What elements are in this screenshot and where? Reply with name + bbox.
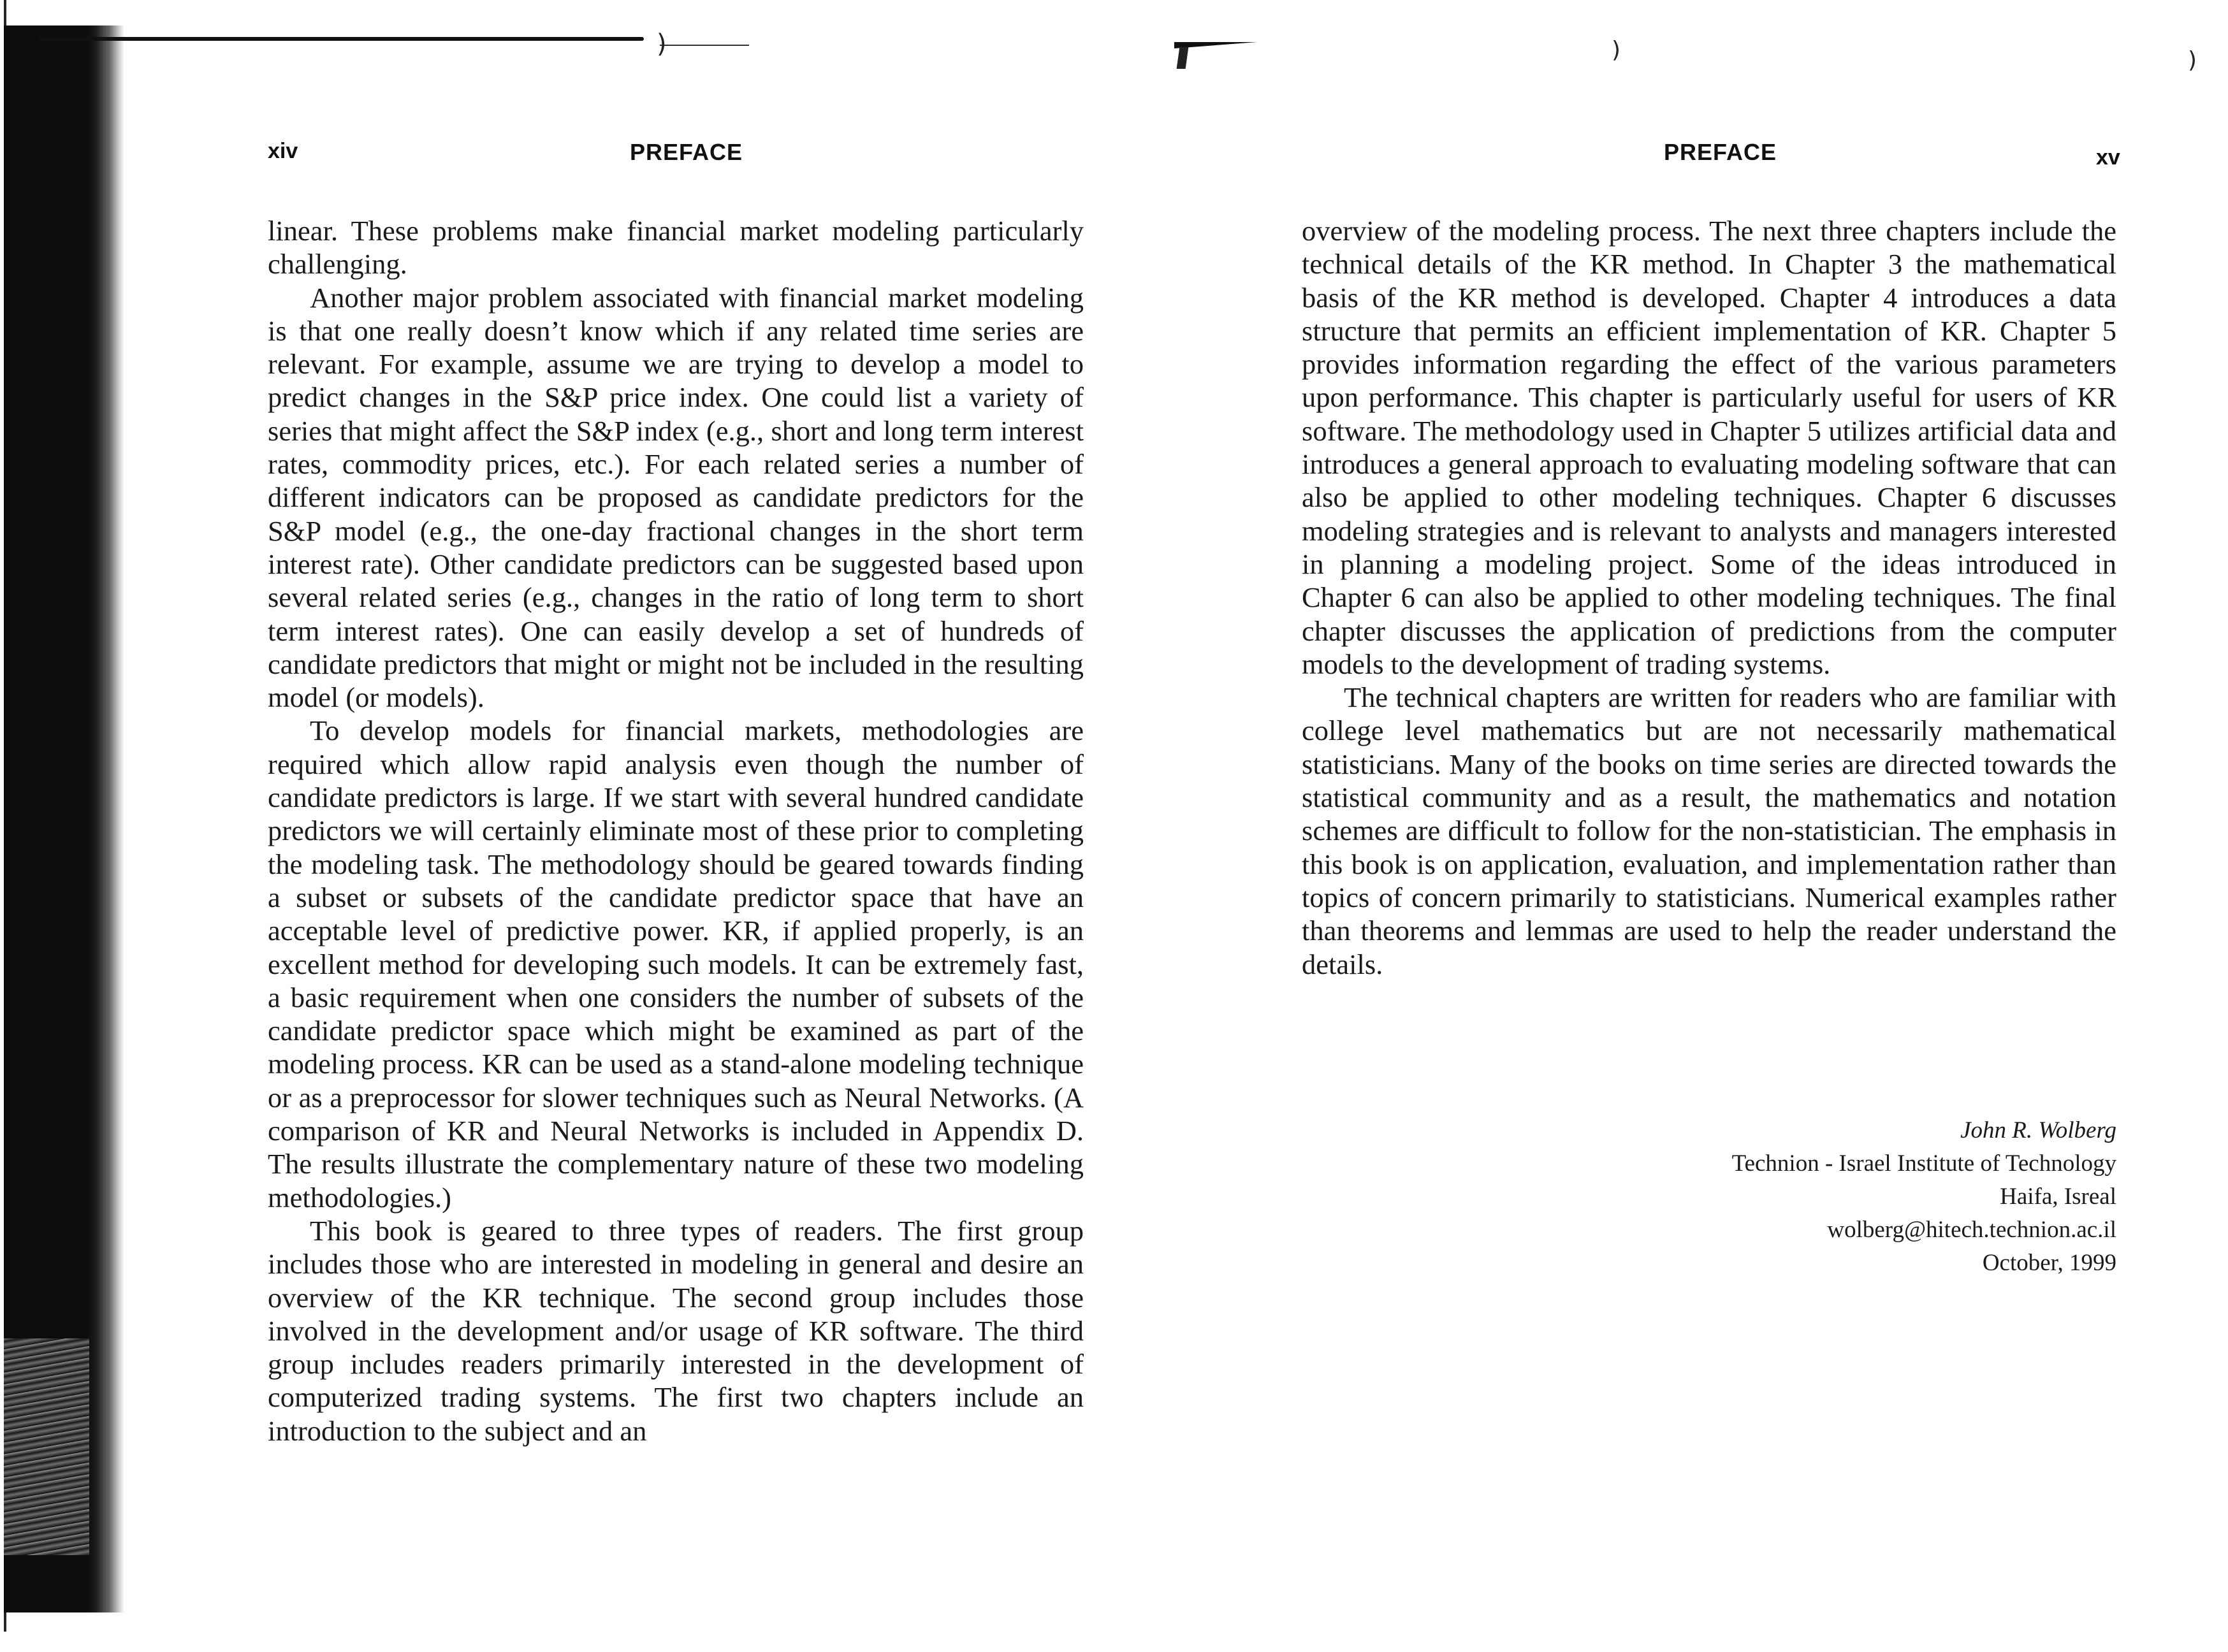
author-institution: Technion - Israel Institute of Technology [1731, 1150, 2116, 1177]
spine-texture [0, 1338, 89, 1555]
author-email: wolberg@hitech.technion.ac.il [1827, 1217, 2116, 1243]
scan-top-rule-tail [660, 45, 749, 46]
preface-date: October, 1999 [1982, 1250, 2116, 1276]
left-page-folio: xiv [268, 139, 298, 163]
scan-mark: ) [2188, 47, 2197, 73]
paragraph: The technical chapters are written for readers who are familiar with college level mathematics but are not necessarily mathematical statisticians. Many of the books on time series are directed towards the statistical community and as a result, the mathematics and notation schemes are difficult to follow for the non-statistician. The emphasis in this book is on application, evaluation, and implementation rather than topics of concern primarily to statisticians. Numerical examples rather than theorems and lemmas are used to help the reader understand the details. [1302, 681, 2116, 980]
paragraph: overview of the modeling process. The next three chapters include the technical details of the KR method. In Chapter 3 the mathematical basis of the KR method is developed. Chapter 4 introduces a data structure that permits an efficient implementation of KR. Chapter 5 provides information regarding the effect of the various parameters upon performance. This chapter is particularly useful for users of KR software. The methodology used in Chapter 5 utilizes artificial data and introduces a general approach to evaluating modeling software that can also be applied to other modeling techniques. Chapter 6 discusses modeling strategies and is relevant to analysts and managers interested in planning a modeling project. Some of the ideas introduced in Chapter 6 can also be applied to other modeling techniques. The final chapter discusses the application of predictions from the computer models to the development of trading systems. [1302, 215, 2116, 680]
scan-top-rule [38, 37, 644, 41]
scan-mark: ) [1612, 37, 1621, 63]
paragraph: Another major problem associated with financial market modeling is that one really doesn’t know which if any related time series are relevant. For example, assume we are trying to develop a model to predict changes in the S&P price index. One could list a variety of series that might affect the S&P index (e.g., short and long term interest rates, commodity prices, etc.). For each related series a number of different indicators can be proposed as candidate predictors for the S&P model (e.g., the one-day fractional changes in the short term interest rate). Other candidate predictors can be suggested based upon several related series (e.g., changes in the ratio of long term to short term interest rates). One can easily develop a set of hundreds of candidate predictors that might or might not be included in the resulting model (or models). [268, 281, 1084, 714]
right-page-running-head: PREFACE [1664, 139, 1777, 165]
right-page-body [1302, 214, 2116, 981]
left-page-body [268, 214, 1084, 1447]
author-city: Haifa, Isreal [2000, 1184, 2116, 1210]
author-signature-block [1530, 1114, 2116, 1280]
paragraph: This book is geared to three types of readers. The first group includes those who are interested in modeling in general and desire an overview of the KR technique. The second group includes those involved in the development and/or usage of KR software. The third group includes readers primarily interested in the development of computerized trading systems. The first two chapters include an introduction to the subject and an [268, 1214, 1084, 1447]
author-name: John R. Wolberg [1960, 1117, 2116, 1143]
paragraph: To develop models for financial markets, methodologies are required which allow rapid analysis even though the number of candidate predictors is large. If we start with several hundred candidate predictors we will certainly eliminate most of these prior to completing the modeling task. The methodology should be geared towards finding a subset or subsets of the candidate predictor space that have an acceptable level of predictive power. KR, if applied properly, is an excellent method for developing such models. It can be extremely fast, a basic requirement when one considers the number of subsets of the candidate predictor space which might be examined as part of the modeling process. KR can be used as a stand-alone modeling technique or as a preprocessor for slower techniques such as Neural Networks. (A comparison of KR and Neural Networks is included in Appendix D. The results illustrate the complementary nature of these two modeling methodologies.) [268, 714, 1084, 1214]
scan-mark: ) [657, 29, 667, 59]
right-page-folio: xv [2096, 145, 2120, 170]
paragraph: linear. These problems make financial market modeling particularly challenging. [268, 215, 1084, 280]
left-page-running-head: PREFACE [630, 139, 743, 165]
scan-wedge-mark [1177, 47, 1189, 69]
